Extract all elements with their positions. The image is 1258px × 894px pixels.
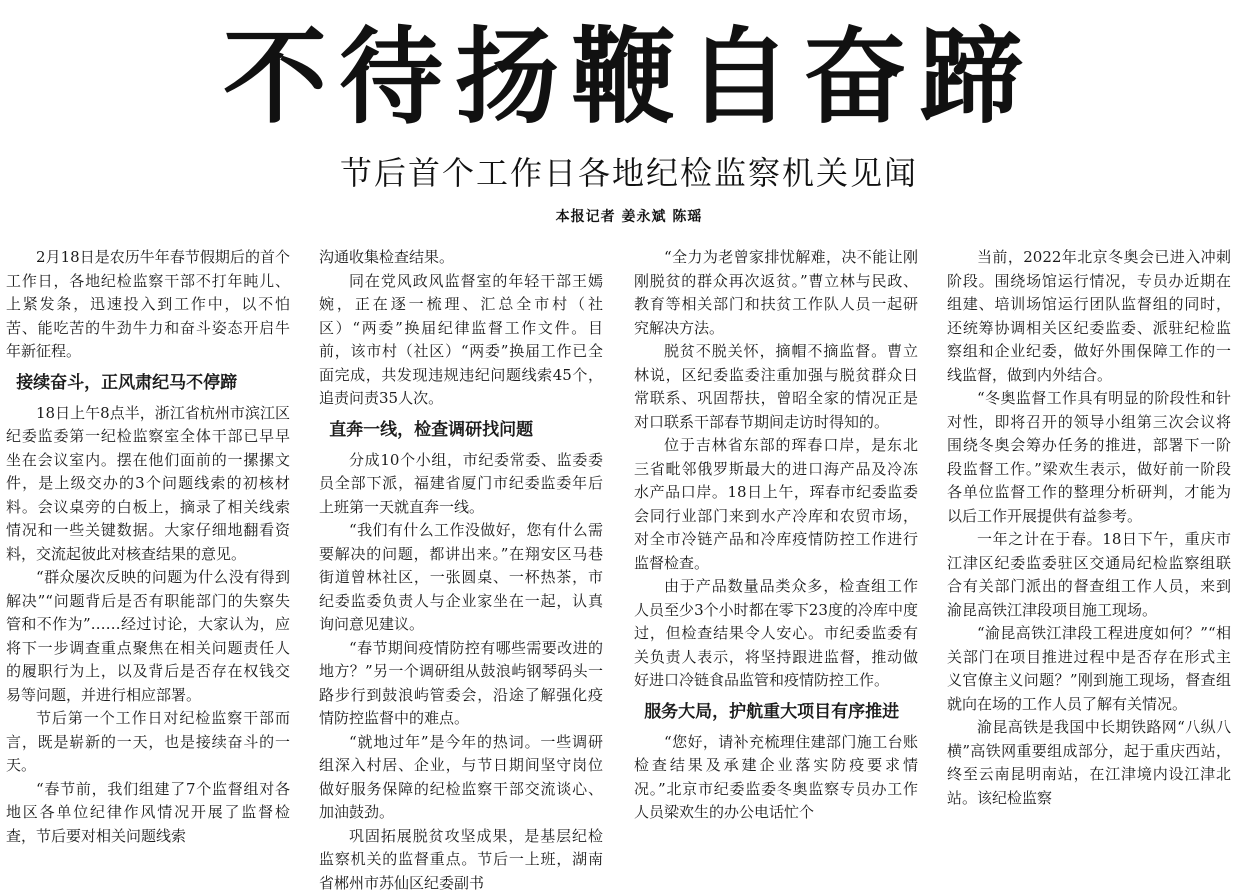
- paragraph: 同在党风政风监督室的年轻干部王嫣婉，正在逐一梳理、汇总全市村（社区）“两委”换届纪律监督工作文件。目前，该市村（社区）“两委”换届工作已全面完成，共发现违规违纪问题线索45个，追责问责35人次。: [319, 271, 603, 407]
- section-heading: 接续奋斗，正风肃纪马不停蹄: [16, 372, 238, 393]
- paragraph: “您好，请补充梳理住建部门施工台账检查结果及承建企业落实防疫要求情况。”北京市纪委监委冬奥监察专员办工作人员梁欢生的办公电话忙个: [634, 732, 918, 821]
- paragraph: 一年之计在于春。18日下午，重庆市江津区纪委监委驻区交通局纪检监察组联合有关部门派出的督查组工作人员，来到渝昆高铁江津段项目施工现场。: [947, 530, 1231, 619]
- section-heading: 直奔一线，检查调研找问题: [329, 419, 534, 440]
- paragraph: 当前，2022年北京冬奥会已进入冲刺阶段。围绕场馆运行情况，专员办近期在组建、培训场馆运行团队监督组的同时，还统筹协调相关区纪委监委、派驻纪检监察组和企业纪委，做好外围保障工作的一线监督，做到内外结合。: [947, 248, 1231, 384]
- paragraph: 节后第一个工作日对纪检监察干部而言，既是崭新的一天，也是接续奋斗的一天。: [6, 709, 290, 774]
- paragraph: “就地过年”是今年的热词。一些调研组深入村居、企业，与节日期间坚守岗位做好服务保障的纪检监察干部交流谈心、加油鼓劲。: [319, 732, 603, 821]
- paragraph: “群众屡次反映的问题为什么没有得到解决”“问题背后是否有职能部门的失察失管和不作为”……经过讨论，大家认为，应将下一步调查重点聚焦在相关问题责任人的履职行为上，以及背后是否存在权钱交易等问题，并进行相应部署。: [6, 568, 290, 704]
- paragraph: 巩固拓展脱贫攻坚成果，是基层纪检监察机关的监督重点。节后一上班，湖南省郴州市苏仙区纪委副书: [319, 826, 603, 892]
- paragraph: 由于产品数量品类众多，检查组工作人员至少3个小时都在零下23度的冷库中度过，但检查结果令人安心。市纪委监委有关负责人表示，将坚持跟进监督，推动做好进口冷链食品监管和疫情防控工作。: [634, 577, 918, 689]
- article-column-1: [6, 246, 290, 894]
- article-column-4: [947, 246, 1231, 894]
- paragraph: “冬奥监督工作具有明显的阶段性和针对性，即将召开的领导小组第三次会议将围绕冬奥会筹办任务的推进，部署下一阶段监督工作。”梁欢生表示，做好前一阶段各单位监督工作的整理分析研判，才能为以后工作开展提供有益参考。: [947, 389, 1231, 525]
- paragraph: “渝昆高铁江津段工程进度如何？”“相关部门在项目推进过程中是否存在形式主义官僚主义问题？”刚到施工现场，督查组就向在场的工作人员了解有关情况。: [947, 624, 1231, 713]
- paragraph: 18日上午8点半，浙江省杭州市滨江区纪委监委第一纪检监察室全体干部已早早坐在会议室内。摆在他们面前的一摞摞文件，是上级交办的3个问题线索的初核材料。会议桌旁的白板上，摘录了相关线索情况和一些关键数据。大家仔细地翻看资料，交流起彼此对核查结果的意见。: [6, 403, 290, 563]
- paragraph: 沟通收集检查结果。: [319, 248, 455, 266]
- paragraph: “我们有什么工作没做好，您有什么需要解决的问题，都讲出来。”在翔安区马巷街道曾林社区，一张圆桌、一杯热茶，市纪委监委负责人与企业家坐在一起，认真询问意见建议。: [319, 521, 603, 633]
- article-column-3: [634, 246, 918, 894]
- section-heading: 服务大局，护航重大项目有序推进: [644, 701, 900, 722]
- paragraph: 渝昆高铁是我国中长期铁路网“八纵八横”高铁网重要组成部分，起于重庆西站，终至云南昆明南站，在江津境内设江津北站。该纪检监察: [947, 718, 1231, 807]
- paragraph: “春节期间疫情防控有哪些需要改进的地方？”另一个调研组从鼓浪屿钢琴码头一路步行到鼓浪屿管委会，沿途了解强化疫情防控监督中的难点。: [319, 638, 603, 727]
- paragraph: “全力为老曾家排忧解难，决不能让刚刚脱贫的群众再次返贫。”曹立林与民政、教育等相关部门和扶贫工作队人员一起研究解决方法。: [634, 248, 918, 337]
- headline: 不待扬鞭自奋蹄: [222, 16, 1035, 138]
- paragraph: “春节前，我们组建了7个监督组对各地区各单位纪律作风情况开展了监督检查，节后要对相关问题线索: [6, 779, 290, 845]
- paragraph: 分成10个小组，市纪委常委、监委委员全部下派，福建省厦门市纪委监委年后上班第一天就直奔一线。: [319, 450, 603, 516]
- paragraph: 位于吉林省东部的珲春口岸，是东北三省毗邻俄罗斯最大的进口海产品及冷冻水产品口岸。18日上午，珲春市纪委监委会同行业部门来到水产冷库和农贸市场，对全市冷链产品和冷库疫情防控工作进行监督检查。: [634, 436, 918, 572]
- article-column-2: [319, 246, 603, 894]
- byline: 本报记者 姜永斌 陈瑶: [555, 209, 703, 225]
- subheadline: 节后首个工作日各地纪检监察机关见闻: [339, 154, 918, 192]
- paragraph: 脱贫不脱关怀，摘帽不摘监督。曹立林说，区纪委监委注重加强与脱贫群众日常联系、巩固帮扶，曾昭全家的情况正是对口联系干部春节期间走访时得知的。: [634, 342, 918, 431]
- paragraph: 2月18日是农历牛年春节假期后的首个工作日，各地纪检监察干部不打年盹儿、上紧发条，迅速投入到工作中，以不怕苦、能吃苦的牛劲牛力和奋斗姿态开启牛年新征程。: [6, 248, 290, 360]
